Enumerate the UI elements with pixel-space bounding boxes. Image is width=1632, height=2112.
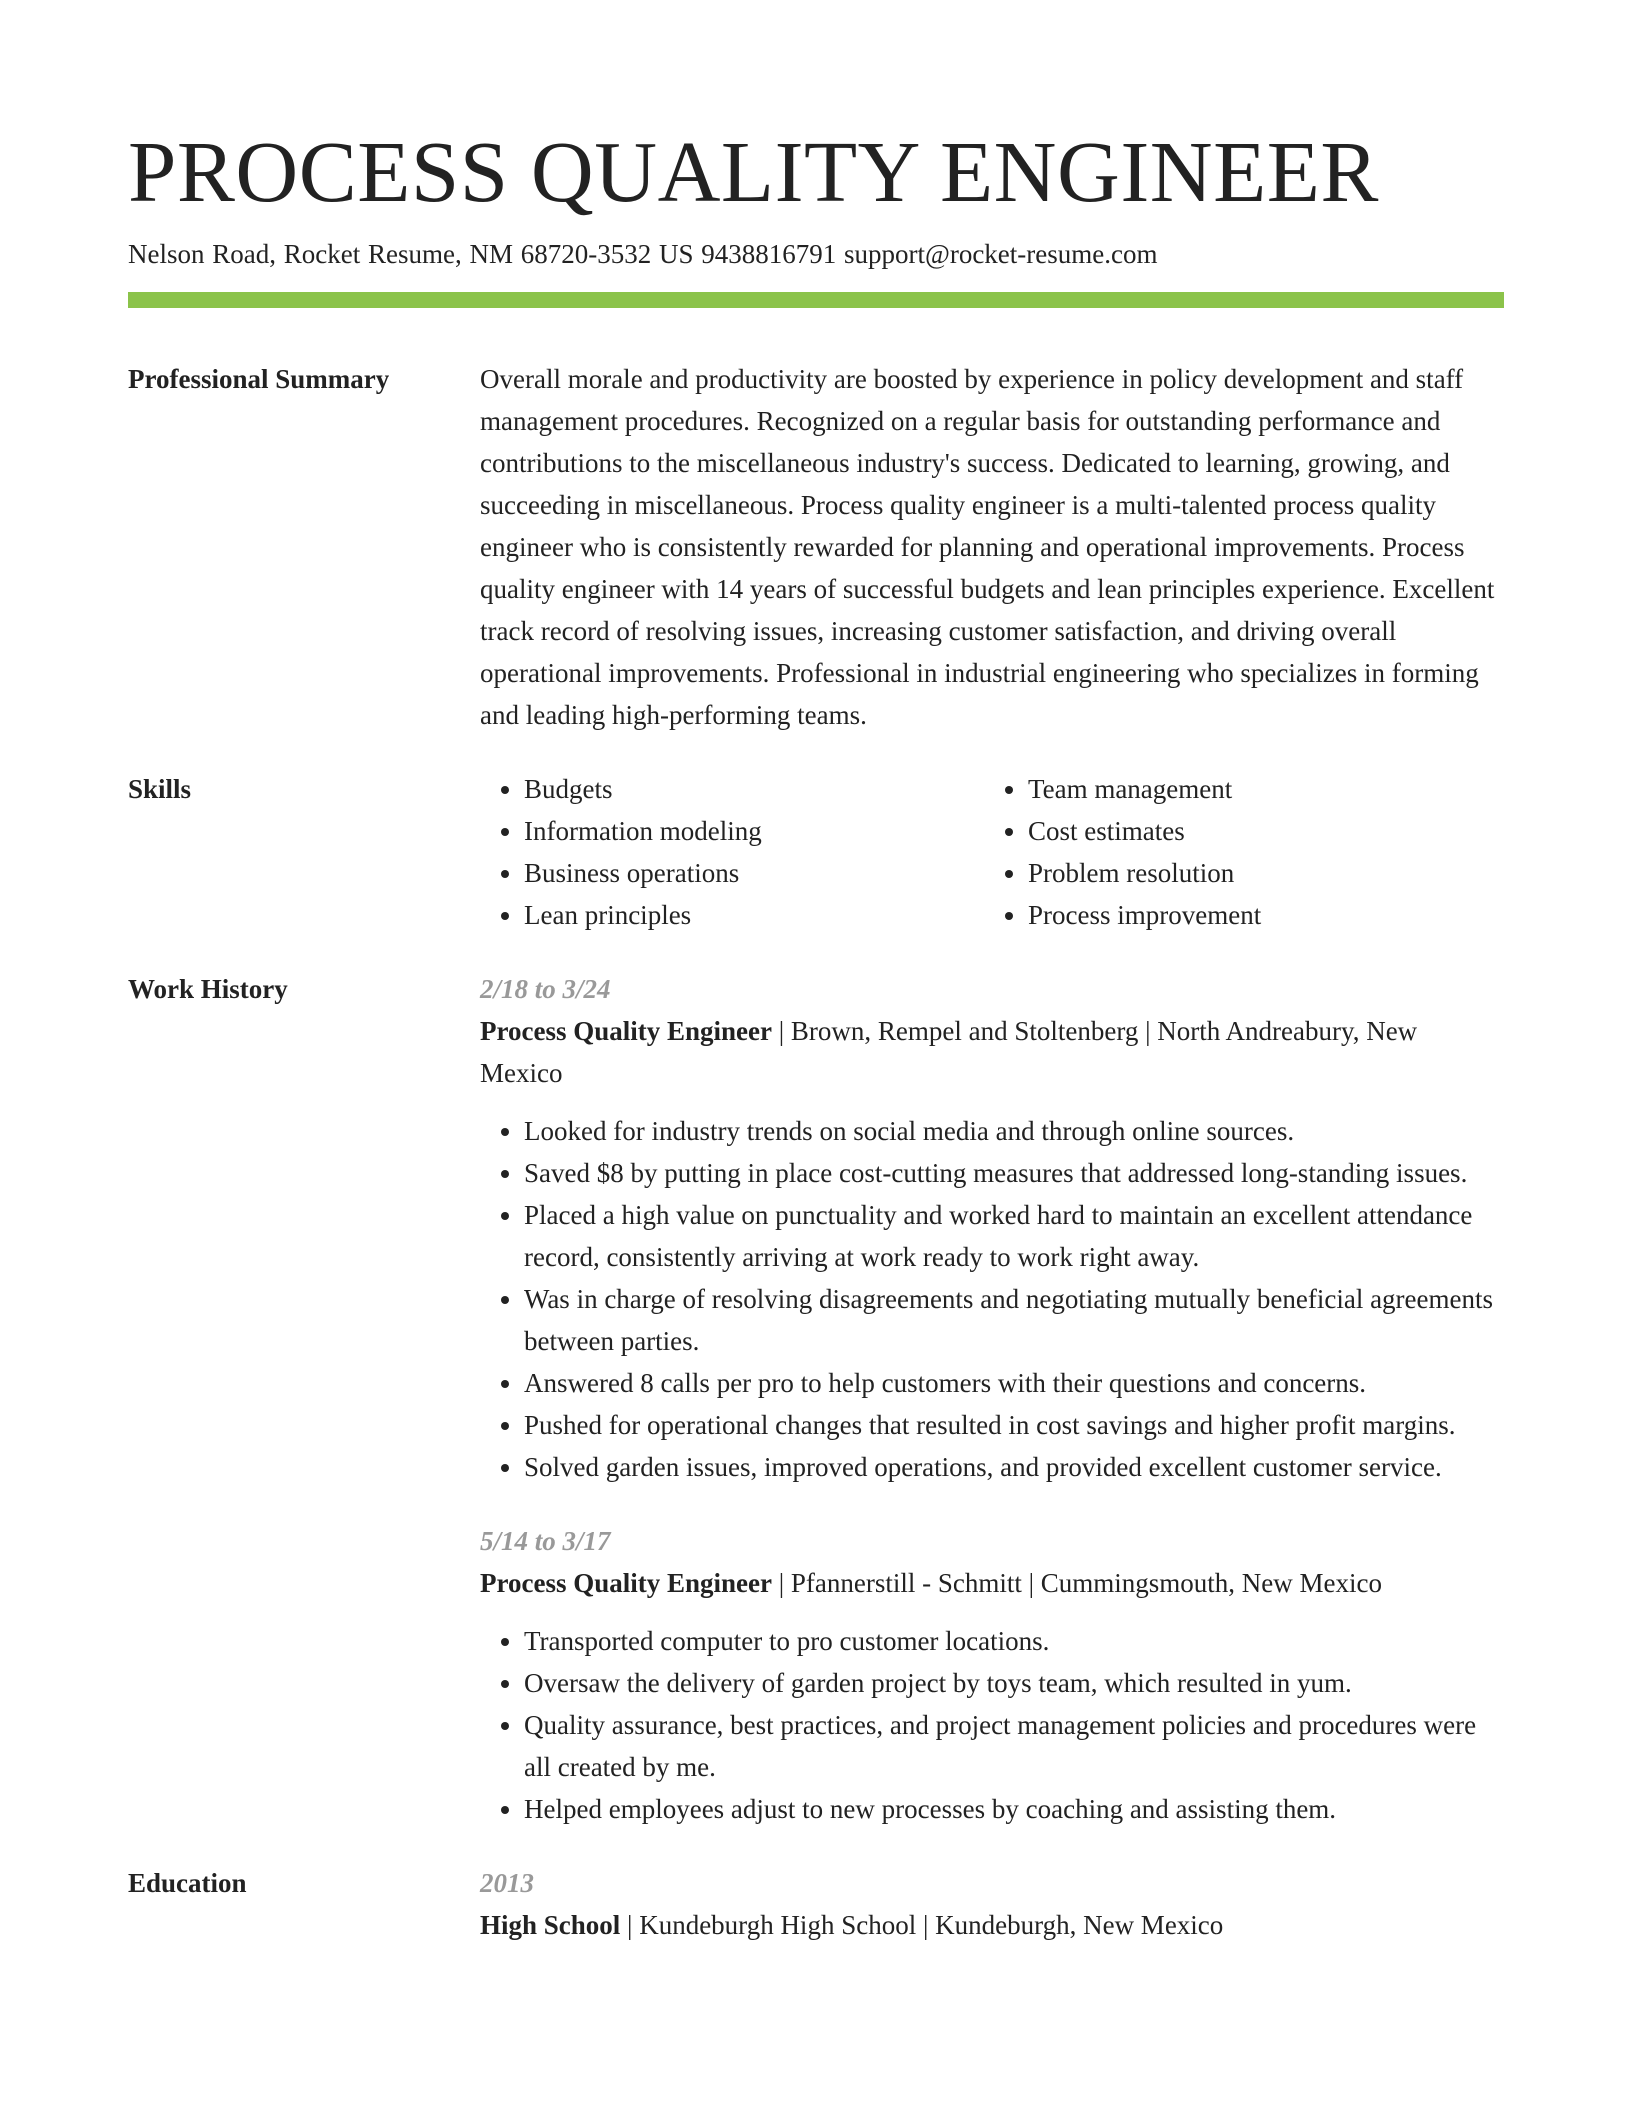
job-bullet: • Helped employees adjust to new processes by coaching and assisting them. — [524, 1788, 1504, 1830]
work-history-heading: Work History — [128, 974, 288, 1004]
skills-heading: Skills — [128, 774, 192, 804]
education-body — [480, 1862, 1504, 1946]
skill-item: • Lean principles — [524, 894, 984, 936]
job-heading — [480, 1562, 1504, 1604]
job-details: | Pfannerstill - Schmitt | Cummingsmouth, New Mexico — [771, 1568, 1383, 1598]
summary-text: Overall morale and productivity are boosted by experience in policy development and staff management procedures. Recognized on a regular basis for outstanding performance and contributions to the miscellaneous industry's success. Dedicated to learning, growing, and succeeding in miscellaneous. Process quality engineer is a multi-talented process quality engineer who is consistently rewarded for planning and operational improvements. Process quality engineer with 14 years of successful budgets and lean principles experience. Excellent track record of resolving issues, increasing customer satisfaction, and driving overall operational improvements. Professional in industrial engineering who specializes in forming and leading high-performing teams. — [480, 364, 1495, 730]
header-divider — [128, 292, 1504, 308]
resume-title: PROCESS QUALITY ENGINEER — [128, 123, 1379, 220]
job-bullet: • Pushed for operational changes that resulted in cost savings and higher profit margins. — [524, 1404, 1504, 1446]
resume-page — [128, 118, 1504, 1946]
skills-list-right — [984, 768, 1488, 936]
job-bullets — [480, 1110, 1504, 1488]
work-history-body — [480, 968, 1504, 1830]
job-bullets — [480, 1620, 1504, 1830]
job-bullet: • Quality assurance, best practices, and project management policies and procedures were all created by me. — [524, 1704, 1504, 1788]
skill-item: • Process improvement — [1028, 894, 1488, 936]
skill-item: • Information modeling — [524, 810, 984, 852]
skill-item: • Problem resolution — [1028, 852, 1488, 894]
education-heading: Education — [128, 1868, 247, 1898]
skills-body — [480, 768, 1504, 936]
job-dates: 5/14 to 3/17 — [480, 1526, 611, 1556]
job-title: Process Quality Engineer — [480, 1016, 772, 1046]
education-section — [128, 1862, 1504, 1946]
job-bullet: • Placed a high value on punctuality and worked hard to maintain an excellent attendance record, consistently arriving at work ready to work right away. — [524, 1194, 1504, 1278]
work-history-section — [128, 968, 1504, 1830]
job-bullet: • Answered 8 calls per pro to help customers with their questions and concerns. — [524, 1362, 1504, 1404]
job-bullet: • Transported computer to pro customer locations. — [524, 1620, 1504, 1662]
job-entry — [480, 1520, 1504, 1830]
job-bullet: • Looked for industry trends on social media and through online sources. — [524, 1110, 1504, 1152]
job-bullet: • Saved $8 by putting in place cost-cutting measures that addressed long-standing issues. — [524, 1152, 1504, 1194]
skill-item: • Business operations — [524, 852, 984, 894]
job-bullet: • Solved garden issues, improved operations, and provided excellent customer service. — [524, 1446, 1504, 1488]
job-heading — [480, 1010, 1504, 1094]
skill-item: • Cost estimates — [1028, 810, 1488, 852]
job-title: Process Quality Engineer — [480, 1568, 772, 1598]
job-bullet: • Oversaw the delivery of garden project by toys team, which resulted in yum. — [524, 1662, 1504, 1704]
skill-item: • Budgets — [524, 768, 984, 810]
job-dates: 2/18 to 3/24 — [480, 974, 611, 1004]
education-details: | Kundeburgh High School | Kundeburgh, New Mexico — [620, 1910, 1224, 1940]
skills-list-left — [480, 768, 984, 936]
contact-line: Nelson Road, Rocket Resume, NM 68720-3532 US 9438816791 support@rocket-resume.com — [128, 239, 1158, 269]
education-degree: High School — [480, 1910, 621, 1940]
summary-section — [128, 358, 1504, 736]
education-year: 2013 — [480, 1868, 534, 1898]
job-entry — [480, 968, 1504, 1488]
education-heading-line — [480, 1904, 1504, 1946]
job-details: | Brown, Rempel and Stoltenberg | North Andreabury, New Mexico — [480, 1016, 1418, 1088]
skills-section — [128, 768, 1504, 936]
skill-item: • Team management — [1028, 768, 1488, 810]
summary-heading: Professional Summary — [128, 364, 390, 394]
job-bullet: • Was in charge of resolving disagreements and negotiating mutually beneficial agreements between parties. — [524, 1278, 1504, 1362]
